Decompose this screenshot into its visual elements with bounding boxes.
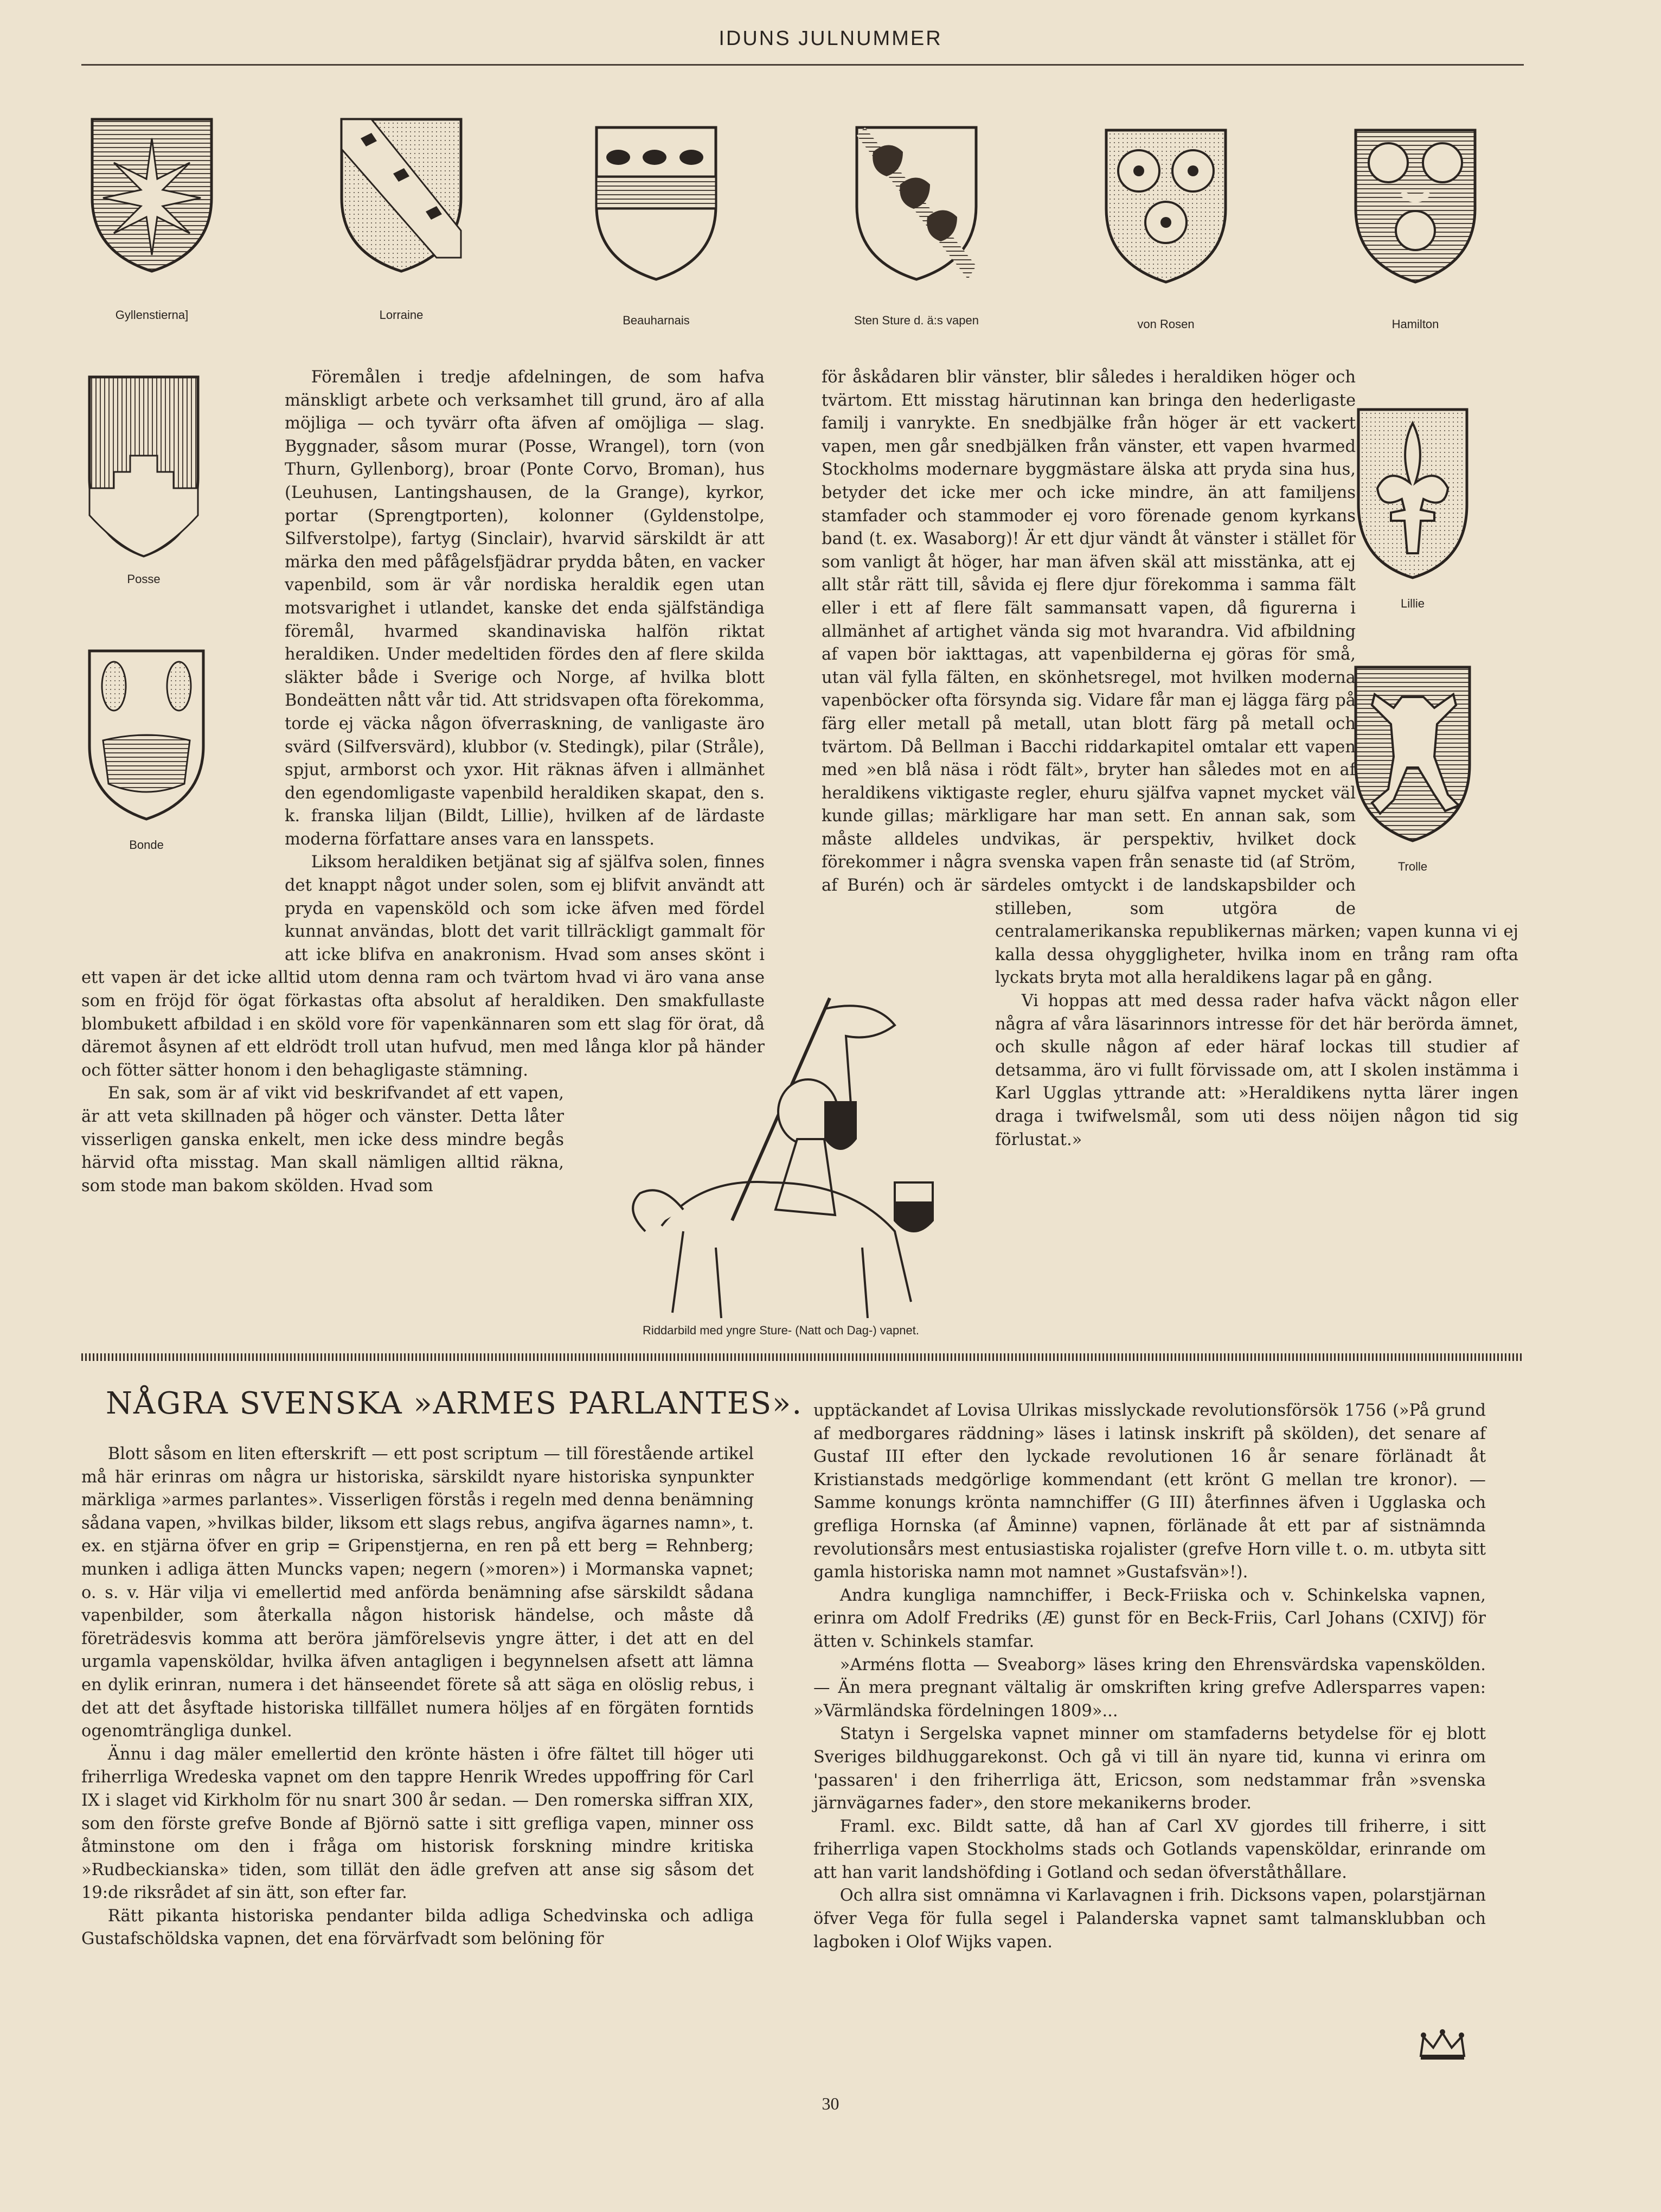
caption-hamilton: Hamilton <box>1391 317 1439 331</box>
lower-left-column <box>81 1443 754 1951</box>
shield-lorraine <box>339 117 464 274</box>
paragraph: Liksom heraldiken betjänat sig af själfva solen, finnes det knappt något under solen, som ej blifvit användt att pryda en vapensköld och som icke äfven med fördel kunnat användas, blott det varit tillräckligt gammalt för att icke blifva en anakronism. Hvad som anses skönt i ett vapen är det icke alltid utom denna ram och tvärtom hvad vi äro vana anse som en fröjd för ögat förkastas ofta absolut af heraldiken. Den smakfullaste blombukett afbildad i en sköld vore för vapenkännaren som ett slag för örat, då däremot åsynen af ett eldrödt troll utan hufvud, men med långa klor på händer och fötter sätter honom i den behagligaste stämning. <box>81 853 765 1080</box>
knight-on-horse-icon <box>591 976 971 1324</box>
shield-gyllenstierna <box>89 117 214 274</box>
caption-rosen: von Rosen <box>1137 317 1195 331</box>
illustration-caption: Riddarbild med yngre Sture- (Natt och Dag-) vapnet. <box>643 1324 919 1337</box>
shield-sture <box>854 125 979 282</box>
crown-ornament-icon <box>1418 2029 1467 2061</box>
cinquefoils-shield-icon <box>1353 127 1478 285</box>
lower-right-column <box>813 1399 1486 1954</box>
three-roses-shield-icon <box>1104 127 1228 285</box>
caption-beauharnais: Beauharnais <box>623 314 690 327</box>
shield-rosen <box>1104 127 1228 285</box>
birds-fess-shield-icon <box>594 125 719 282</box>
bend-eagles-shield-icon <box>339 117 464 274</box>
caption-bonde: Bonde <box>129 838 164 852</box>
star-shield-icon <box>89 117 214 274</box>
shield-gutter <box>81 366 285 952</box>
caption-sture: Sten Sture d. ä:s vapen <box>854 314 979 327</box>
caption-posse: Posse <box>127 572 161 586</box>
knight-illustration <box>591 976 971 1324</box>
section-separator <box>81 1353 1524 1361</box>
running-title: IDUNS JULNUMMER <box>719 27 942 50</box>
paragraph: upptäckandet af Lovisa Ulrikas misslyckade revolutionsförsök 1756 (»På grund af medborgares räddning» läses i latinsk inskrift på skölden), det senare af Gustaf III efter den lyckade revolutionen 16 år senare förlänadt åt Kristianstads medgörlige kommendant (ett krönt G mellan tre kronor). — Samme konungs krönta namnchiffer (G III) återfinnes äfven i Ugglaska och grefliga Hornska (af Åminne) vapnen, förlänade åt ett par af sistnämnda revolutionsårs mest entusiastiska rojalister (grefve Horn ville t. o. m. utbyta sitt gamla historiska namn mot namnet »Gustafsvän»!). <box>813 1401 1486 1582</box>
caption-trolle: Trolle <box>1397 860 1428 873</box>
water-lily-leaves-shield-icon <box>854 125 979 282</box>
section-title: NÅGRA SVENSKA »ARMES PARLANTES». <box>106 1386 803 1421</box>
caption-gyllenstierna: Gyllenstierna] <box>115 308 189 322</box>
paragraph: Vi hoppas att med dessa rader hafva väckt någon eller några af våra läsarinnors intresse för det här berörda ämnet, och skulle någon af eder häraf lockas till studier af detsamma, äro vi fullt förvissade om, att I skolen instämma i Karl Ugglas yttrande att: »Heraldikens nytta lärer ingen draga i twifwelsmål, som uti dess nöijen någon tid sig förlustat.» <box>995 992 1518 1149</box>
paragraph: Andra kungliga namnchiffer, i Beck-Friiska och v. Schinkelska vapnen, erinra om Adolf Fredriks (Æ) gunst för en Beck-Friis, Carl Johans (CXIVJ) för ätten v. Schinkels stamfar. <box>813 1586 1486 1651</box>
shield-beauharnais <box>594 125 719 282</box>
paragraph: Ännu i dag mäler emellertid den krönte hästen i öfre fältet till höger uti friherrliga Wredeska vapnet om den tappre Henrik Wredes uppoffring för Carl IX i slaget vid Kirkholm för nu snart 300 år sedan. — Den romerska siffran XIX, som den förste grefve Bonde af Björnö satte i sitt grefliga vapen, minner oss åtminstone om den i fråga om historisk forskning mindre kritiska »Rudbeckianska» tiden, som tillät den ädle grefven att anse sig såsom det 19:de riksrådet af sin ätt, son efter far. <box>81 1744 754 1903</box>
paragraph: En sak, som är af vikt vid beskrifvandet af ett vapen, är att veta skillnaden på höger och vänster. Detta låter visserligen ganska enkelt, men icke dess mindre begås härvid ofta misstag. Man skall nämligen alltid räkna, som stode man bakom skölden. Hvad som <box>81 1084 564 1195</box>
paragraph: Blott såsom en liten efterskrift — ett post scriptum — till förestående artikel må här erinras om några ur historiska, särskildt nyare historiska synpunkter märkliga »armes parlantes». Visserligen förstås i regeln med denna benämning sådana vapen, »hvilkas bilder, liksom ett slags rebus, angifva ägarnes namn», t. ex. en stjärna öfver en grip = Gripenstjerna, en ren på ett berg = Rehnberg; munken i adliga ätten Muncks vapen; negern (»moren») i Mormanska vapnet; o. s. v. Här vilja vi emellertid med anförda benämning afse särskildt sådana vapenbilder, som återkalla någon historisk händelse, och måste då företrädesvis komma att beröra jämförelsevis yngre ätter, i det att en del urgamla vapensköldar, hvilka äfven antagligen i begynnelsen afsett att lämna en dylik erinran, numera i det hänseendet förete så att säga en olöslig rebus, i det att det åsyftade historiska tillfället numera höljes af en förgäten forntids ogenomträngliga dunkel. <box>81 1444 754 1741</box>
paragraph: för åskådaren blir vänster, blir således i heraldiken höger och tvärtom. Ett misstag härutinnan kan bringa den hederligaste familj i vanrykte. En snedbjälke från höger är ett vackert vapen, men går snedbjälken från vänster, ett vapen hvarmed Stockholms modernare byggmästare älska att pryda sina hus, betyder det icke mer och icke mindre, än att familjens stamfader och stammoder ej voro förenade genom kyrkans band (t. ex. Wasaborg)! Är ett djur vändt åt vänster i stället för som vanligt åt höger, har man äfven skäl att misstänka, att ej allt står rätt till, såvida ej flere djur förekomma i samma fält eller i ett af flere fält sammansatt vapen, då figurerna i allmänhet af artighet vända sig mot hvarandra. Vid afbildning af vapen bör iakttagas, att vapenbilderna ej göras för små, utan väl fylla fälten, en skönhetsregel, mot hvilken moderna vapenböcker ofta försynda sig. Vidare får man ej lägga färg på färg eller metall på metall, utan blott färg på metall och tvärtom. Då Bellman i Bacchi riddarkapitel omtalar ett vapen med »en blå näsa i rödt fält», bryter han således mot en af heraldikens viktigaste regler, ehuru själfva vapnet mycket väl kunde gillas; märkligare har man sett. En annan sak, som måste alldeles undvikas, är perspektiv, hvilket dock förekommer i några svenska vapen från senaste tid (af Ström, af Burén) och är särdeles omtyckt i de landskapsbilder och stilleben, som utgöra de centralamerikanska republikernas märken; vapen kunna vi ej kalla dessa ohyggligheter, hvilka inom en trång ram ofta lyckats bryta mot alla heraldikens lagar på en gång. <box>822 368 1518 988</box>
shield-hamilton <box>1353 127 1478 285</box>
shield-gutter <box>1356 366 1518 909</box>
section-heading <box>106 1386 811 1421</box>
paragraph: Föremålen i tredje afdelningen, de som hafva mänskligt arbete och verksamhet till grund, äro af alla möjliga — och tyvärr ofta äfven af omöjliga — slag. Byggnader, såsom murar (Posse, Wrangel), torn (von Thurn, Gyllenborg), broar (Ponte Corvo, Broman), hus (Leuhusen, Lantingshausen, de la Grange), kyrkor, portar (Sprengtporten), kolonner (Gyldenstolpe, Silfverstolpe), fartyg (Sinclair), hvarvid särskildt är att märka den med påfågelsfjädrar prydda båten, en vacker vapenbild, som är vår nordiska heraldik egen utan motsvarighet i utlandet, kanske det enda själfständiga föremål, hvarmed skandinaviska halfön riktat heraldiken. Under medeltiden fördes den af flere skilda släkter både i Sverige och Norge, af hvilka blott Bondeätten nått vår tid. Att stridsvapen ofta förekomma, torde ej väcka någon öfverraskning, de vanligaste äro svärd (Silfversvärd), klubbor (v. Stedingk), pilar (Stråle), spjut, armborst och yxor. Hit räknas äfven i allmänhet den egendomligaste vapenbild heraldiken skapat, den s. k. franska liljan (Bildt, Lillie), hvilken af de lärdaste moderna författare anses vara en lansspets. <box>285 368 765 849</box>
paragraph: Framl. exc. Bildt satte, då han af Carl XV gjordes till friherre, i sitt friherrliga vapen Stockholms stads och Gotlands vapensköldar, erinrande om att han varit landshöfding i Gotland och sedan öfverståthållare. <box>813 1817 1486 1882</box>
paragraph: »Arméns flotta — Sveaborg» läses kring den Ehrensvärdska vapenskölden. — Än mera pregnant vältalig är omskriften kring grefve Adlersparres vapen: »Värmländska fördelningen 1809»... <box>813 1655 1486 1721</box>
header-rule <box>81 64 1524 66</box>
paragraph: Statyn i Sergelska vapnet minner om stamfaderns betydelse för ej blott Sveriges bildhuggarekonst. Och gå vi till än nyare tid, kunna vi erinra om 'passaren' i den friherrliga ätt, Ericson, som nedstammar från »svenska järnvägarnes fader», den store mekanikerns broder. <box>813 1724 1486 1813</box>
page-footer <box>0 2094 1661 2114</box>
paragraph: Och allra sist omnämna vi Karlavagnen i frih. Dicksons vapen, polarstjärnan öfver Vega för fulla segel i Palanderska vapnet samt talmansklubban och lagboken i Olof Wijks vapen. <box>813 1886 1486 1952</box>
caption-lorraine: Lorraine <box>379 308 424 322</box>
paragraph: Rätt pikanta historiska pendanter bilda adliga Schedvinska och adliga Gustafschöldska vapnen, det ena förvärfvadt som belöning för <box>81 1906 754 1949</box>
page-number: 30 <box>822 2094 839 2113</box>
caption-lillie: Lillie <box>1400 597 1425 610</box>
